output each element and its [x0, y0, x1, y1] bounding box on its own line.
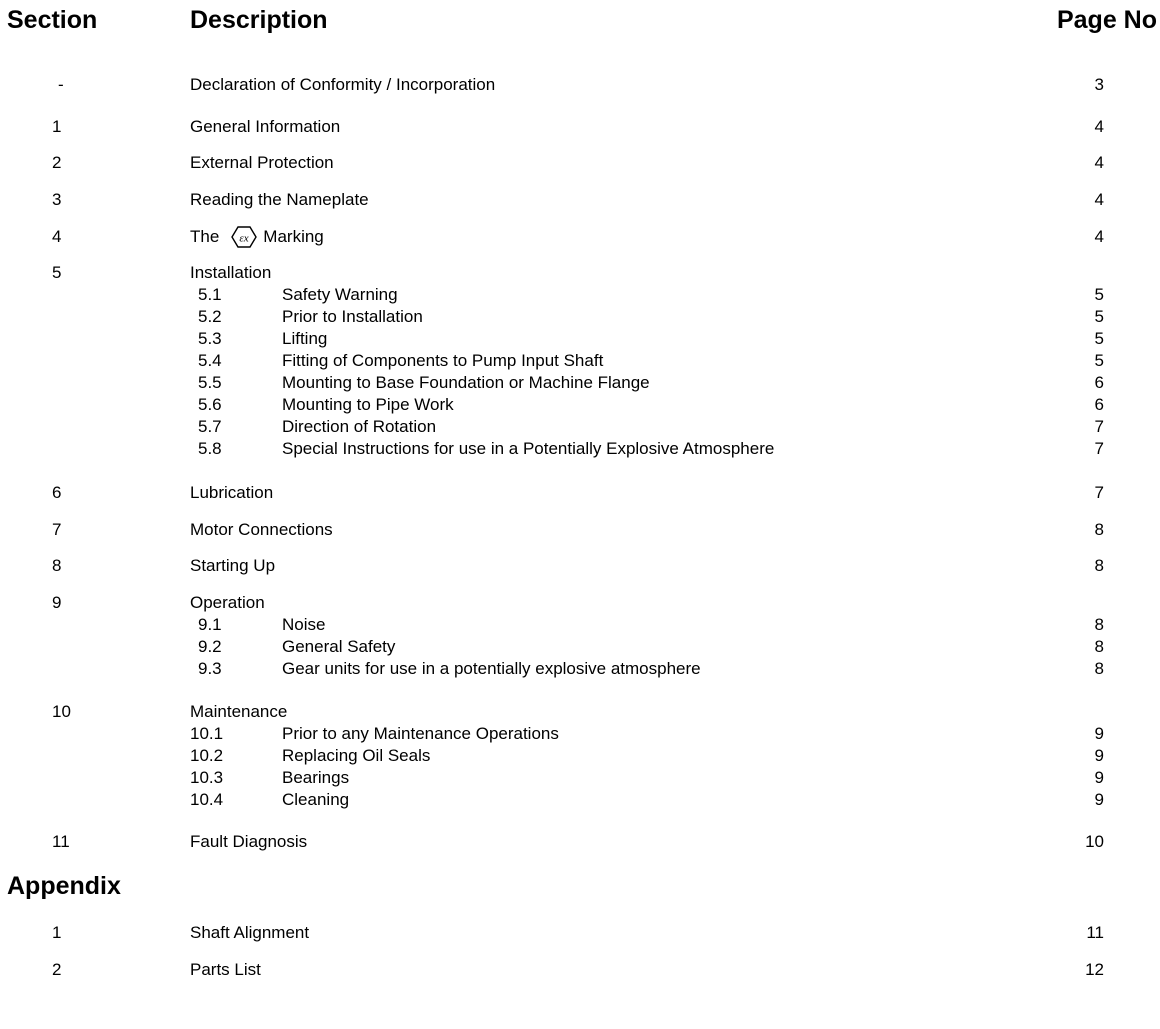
section-title-prefix: The [190, 227, 220, 246]
page-number: 4 [1094, 153, 1104, 172]
toc-row [0, 116, 1160, 138]
appendix-heading: Appendix [7, 872, 121, 900]
toc-row [0, 831, 1160, 853]
page-number: 4 [1094, 190, 1104, 209]
page-number: 6 [1094, 373, 1104, 392]
subsection-title: Special Instructions for use in a Potentially Explosive Atmosphere [282, 439, 775, 458]
section-title: General Information [190, 117, 341, 136]
appendix-row [0, 922, 1160, 944]
section-title: Fault Diagnosis [190, 832, 308, 851]
page-number: 3 [1094, 75, 1104, 94]
page-number: 9 [1094, 790, 1104, 809]
svg-text:εx: εx [239, 232, 249, 245]
toc-subrow [0, 438, 1160, 460]
appendix-title: Parts List [190, 960, 261, 979]
section-number: 6 [52, 483, 62, 502]
ex-marking-icon [231, 226, 257, 254]
section-title [190, 226, 324, 254]
subsection-number: 5.7 [198, 417, 222, 436]
appendix-row [0, 959, 1160, 981]
section-title: Operation [190, 593, 265, 612]
page-number: 5 [1094, 351, 1104, 370]
page-number: 4 [1094, 117, 1104, 136]
page-no-column-header: Page No [1056, 6, 1157, 34]
toc-subrow [0, 767, 1160, 789]
subsection-title: Prior to Installation [282, 307, 423, 326]
subsection-number: 9.3 [198, 659, 222, 678]
appendix-title: Shaft Alignment [190, 923, 310, 942]
description-column-header: Description [190, 6, 328, 34]
section-number: 9 [52, 593, 62, 612]
subsection-title: Bearings [282, 768, 350, 787]
page-number: 8 [1094, 520, 1104, 539]
page-number: 6 [1094, 395, 1104, 414]
subsection-number: 5.1 [198, 285, 222, 304]
subsection-title: Lifting [282, 329, 328, 348]
toc-row [0, 555, 1160, 577]
toc-subrow [0, 614, 1160, 636]
section-title: Maintenance [190, 702, 288, 721]
subsection-title: Replacing Oil Seals [282, 746, 431, 765]
toc-row [0, 519, 1160, 541]
subsection-title: Noise [282, 615, 326, 634]
subsection-number: 10.2 [190, 746, 224, 765]
subsection-number: 5.8 [198, 439, 222, 458]
section-title: Starting Up [190, 556, 276, 575]
subsection-number: 10.3 [190, 768, 224, 787]
appendix-number: 1 [52, 923, 62, 942]
toc-row [0, 701, 1160, 723]
section-title: Reading the Nameplate [190, 190, 369, 209]
section-number: 5 [52, 263, 62, 282]
section-title: Lubrication [190, 483, 274, 502]
toc-subrow [0, 394, 1160, 416]
toc-subrow [0, 723, 1160, 745]
toc-subrow [0, 372, 1160, 394]
page-number: 8 [1094, 556, 1104, 575]
subsection-number: 5.5 [198, 373, 222, 392]
subsection-number: 5.4 [198, 351, 222, 370]
toc-row [0, 152, 1160, 174]
page-number: 9 [1094, 768, 1104, 787]
section-number: 3 [52, 190, 62, 209]
toc-subrow [0, 416, 1160, 438]
section-number: 1 [52, 117, 62, 136]
toc-subrow [0, 284, 1160, 306]
subsection-title: Safety Warning [282, 285, 398, 304]
section-title: External Protection [190, 153, 334, 172]
toc-subrow [0, 636, 1160, 658]
section-number: 7 [52, 520, 62, 539]
page-number: 5 [1094, 329, 1104, 348]
subsection-title: Mounting to Base Foundation or Machine Flange [282, 373, 650, 392]
section-title: Installation [190, 263, 272, 282]
toc-subrow [0, 658, 1160, 680]
toc-row [0, 262, 1160, 284]
section-title: Declaration of Conformity / Incorporation [190, 75, 496, 94]
section-number: - [58, 75, 64, 94]
page-number: 7 [1094, 483, 1104, 502]
subsection-number: 5.3 [198, 329, 222, 348]
page-number: 5 [1094, 285, 1104, 304]
toc-row [0, 189, 1160, 211]
toc-row [0, 74, 1160, 96]
toc-row [0, 226, 1160, 248]
page-number: 7 [1094, 439, 1104, 458]
subsection-number: 9.2 [198, 637, 222, 656]
page-number: 11 [1086, 923, 1104, 942]
page-number: 4 [1094, 227, 1104, 246]
toc-subrow [0, 789, 1160, 811]
subsection-title: Direction of Rotation [282, 417, 437, 436]
section-title: Motor Connections [190, 520, 333, 539]
section-column-header: Section [7, 6, 98, 34]
toc-subrow [0, 350, 1160, 372]
section-number: 8 [52, 556, 62, 575]
toc-row [0, 592, 1160, 614]
subsection-title: General Safety [282, 637, 396, 656]
toc-row [0, 482, 1160, 504]
page-number: 10 [1085, 832, 1104, 851]
page-number: 5 [1094, 307, 1104, 326]
page-number: 8 [1094, 659, 1104, 678]
subsection-title: Mounting to Pipe Work [282, 395, 454, 414]
page-number: 9 [1094, 724, 1104, 743]
section-number: 2 [52, 153, 62, 172]
subsection-number: 10.4 [190, 790, 224, 809]
toc-subrow [0, 745, 1160, 767]
subsection-number: 10.1 [190, 724, 224, 743]
subsection-number: 5.2 [198, 307, 222, 326]
section-number: 4 [52, 227, 62, 246]
page-number: 8 [1094, 637, 1104, 656]
page-number: 12 [1085, 960, 1104, 979]
page-number: 9 [1094, 746, 1104, 765]
appendix-number: 2 [52, 960, 62, 979]
toc-subrow [0, 328, 1160, 350]
section-title-suffix: Marking [263, 227, 324, 246]
page-number: 7 [1094, 417, 1104, 436]
subsection-number: 9.1 [198, 615, 222, 634]
subsection-number: 5.6 [198, 395, 222, 414]
subsection-title: Fitting of Components to Pump Input Shaft [282, 351, 604, 370]
section-number: 11 [52, 832, 70, 851]
subsection-title: Prior to any Maintenance Operations [282, 724, 559, 743]
section-number: 10 [52, 702, 71, 721]
subsection-title: Gear units for use in a potentially explosive atmosphere [282, 659, 701, 678]
page-number: 8 [1094, 615, 1104, 634]
subsection-title: Cleaning [282, 790, 350, 809]
toc-subrow [0, 306, 1160, 328]
